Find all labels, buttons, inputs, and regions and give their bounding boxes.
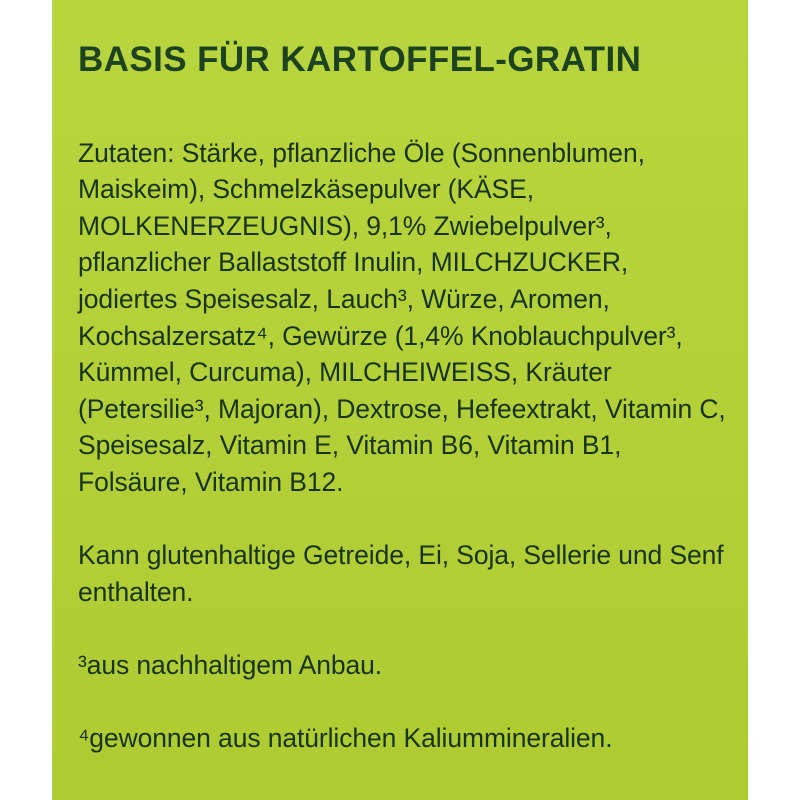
footnote-3: ³aus nachhaltigem Anbau. (78, 649, 383, 680)
ingredients-paragraph: Zutaten: Stärke, pflanzliche Öle (Sonnenblumen, Maiskeim), Schmelzkäsepulver (KÄSE, MOLKENERZEUGNIS), 9,1% Zwiebelpulver³, pflanzlicher Ballaststoff Inulin, MILCHZUCKER, jodiertes Speisesalz, Lauch³, Würze, Aromen, Kochsalzersatz⁴, Gewürze (1,4% Knoblauchpulver³, Kümmel, Curcuma), MILCHEIWEISS, Kräuter (Petersilie³, Majoran), Dextrose, Hefeextrakt, Vitamin C, Speisesalz, Vitamin E, Vitamin B6, Vitamin B1, Folsäure, Vitamin B12. (78, 137, 726, 497)
allergen-paragraph: Kann glutenhaltige Getreide, Ei, Soja, Sellerie und Senf enthalten. (78, 540, 724, 607)
page-title: BASIS FÜR KARTOFFEL-GRATIN (78, 40, 642, 79)
ingredients-text-block (78, 98, 730, 793)
product-label-panel (52, 0, 748, 800)
label-content (78, 40, 730, 793)
footnote-4: ⁴gewonnen aus natürlichen Kaliummineralien. (78, 723, 613, 754)
